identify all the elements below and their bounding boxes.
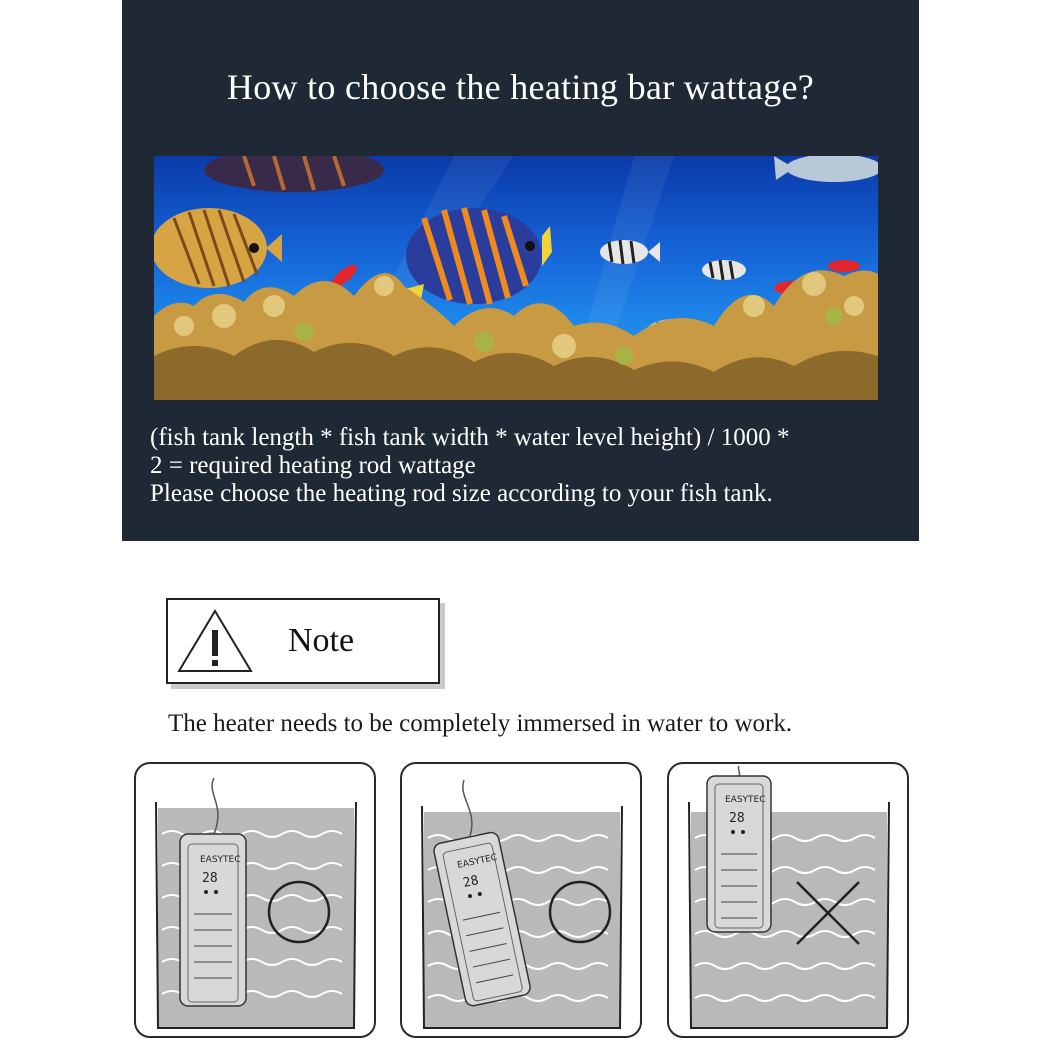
- svg-text:28: 28: [461, 873, 481, 892]
- svg-text:EASYTEC: EASYTEC: [725, 795, 766, 805]
- heater-in-tank-diagram: [669, 764, 907, 1036]
- svg-text:28: 28: [729, 811, 745, 826]
- svg-text:EASYTEC: EASYTEC: [456, 852, 499, 871]
- formula-line: 2 = required heating rod wattage: [150, 452, 476, 479]
- immersion-instruction: The heater needs to be completely immersed in water to work.: [168, 710, 793, 737]
- diagram-wrong-partial: [667, 762, 909, 1038]
- note-box: [166, 598, 440, 684]
- warning-triangle-icon: [176, 608, 254, 674]
- svg-text:28: 28: [202, 871, 218, 886]
- wattage-banner: [122, 0, 919, 541]
- aquarium-illustration: [154, 156, 878, 400]
- wattage-formula: [150, 424, 910, 508]
- heater-in-tank-diagram: [136, 764, 374, 1036]
- aquarium-photo: [154, 156, 878, 400]
- formula-line: (fish tank length * fish tank width * water level height) / 1000 *: [150, 424, 790, 451]
- banner-title: How to choose the heating bar wattage?: [226, 67, 815, 107]
- heater-in-tank-diagram: [402, 764, 640, 1036]
- diagram-correct-tilted: [400, 762, 642, 1038]
- note-label: Note: [288, 622, 355, 659]
- svg-text:EASYTEC: EASYTEC: [200, 855, 241, 865]
- formula-line: Please choose the heating rod size according to your fish tank.: [150, 480, 773, 507]
- diagram-correct-upright: [134, 762, 376, 1038]
